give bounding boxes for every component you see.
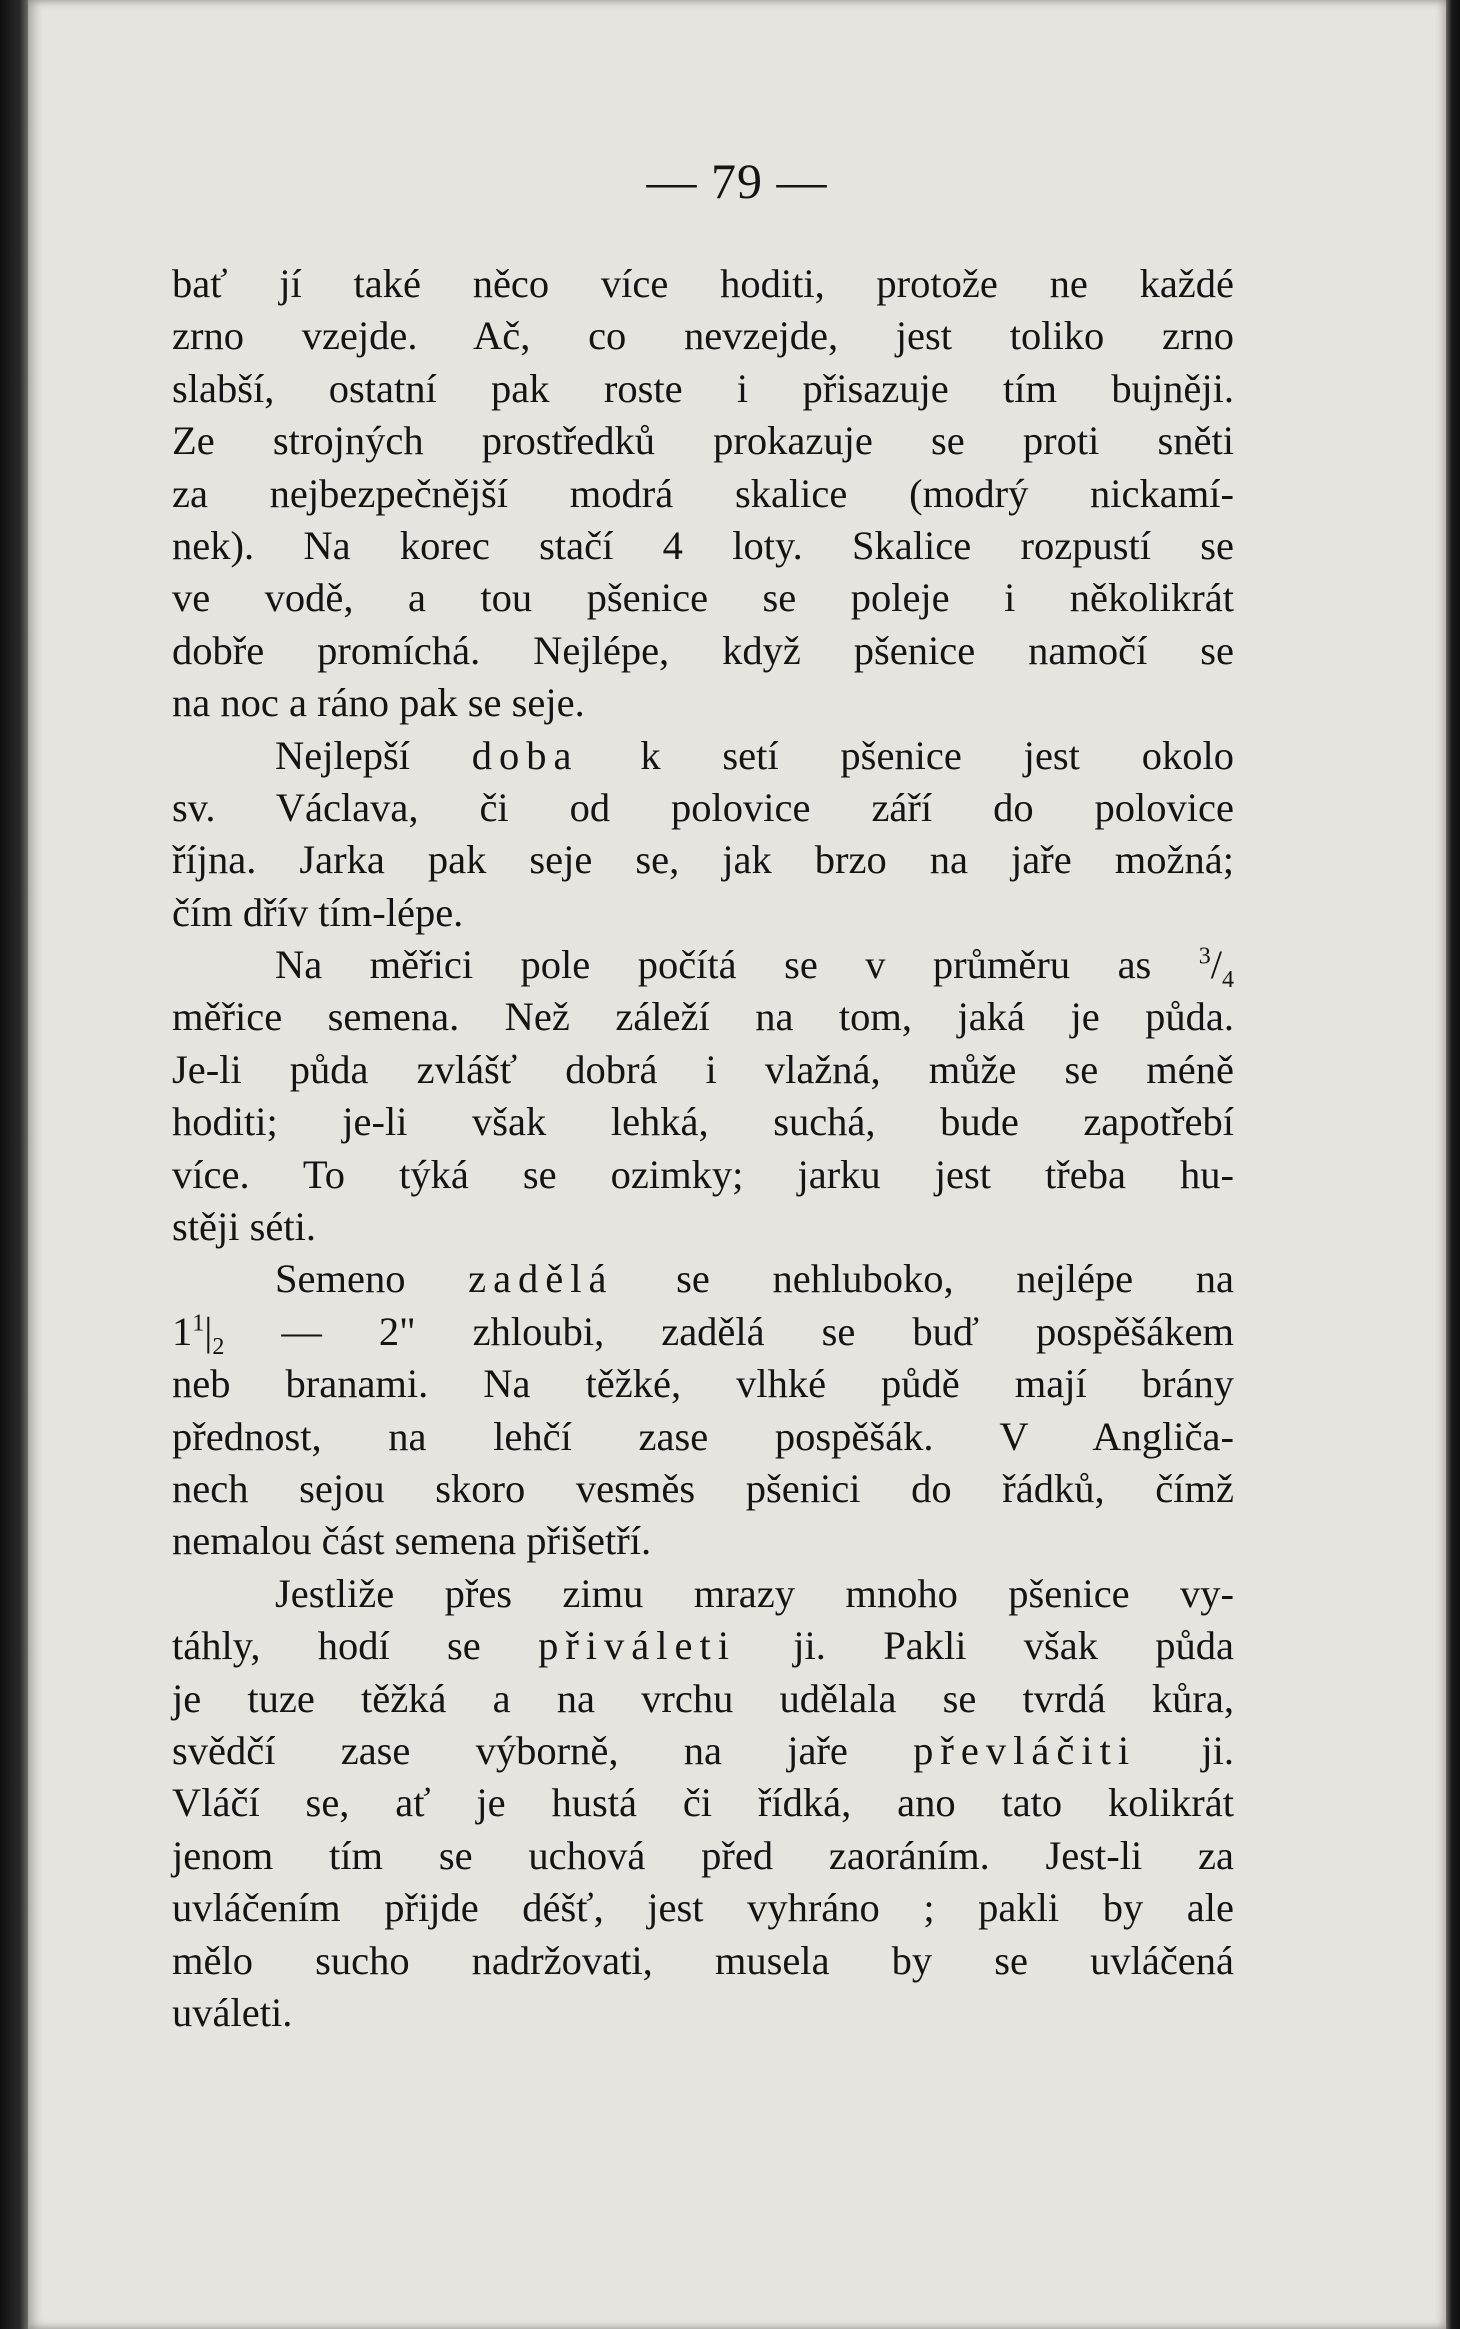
- text-segment: ve vodě, a tou pšenice se poleje i několikrát: [172, 575, 1234, 621]
- text-line: [172, 1620, 1234, 1672]
- text-segment: nech sejou skoro vesměs pšenici do řádků, čímž: [172, 1465, 1234, 1511]
- text-line: [172, 991, 1234, 1043]
- text-segment: měřice semena. Než záleží na tom, jaká je půda.: [172, 994, 1234, 1040]
- text-segment: Jestliže přes zimu mrazy mnoho pšenice vy-: [275, 1570, 1234, 1616]
- text-line: [172, 834, 1234, 886]
- text-segment: uváleti.: [172, 1989, 293, 2035]
- text-line: [172, 1673, 1234, 1725]
- text-line: [172, 1463, 1234, 1515]
- text-line: [172, 468, 1234, 520]
- text-line: [172, 1987, 1234, 2039]
- text-line: [172, 1044, 1234, 1096]
- text-segment: 4: [1222, 967, 1234, 994]
- text-segment: Semeno: [275, 1256, 469, 1302]
- text-line: [172, 1096, 1234, 1148]
- text-line: [172, 415, 1234, 467]
- text-segment: Ze strojných prostředků prokazuje se proti sněti: [172, 418, 1234, 464]
- text-line: [172, 572, 1234, 624]
- text-line: [172, 520, 1234, 572]
- text-line: [172, 1935, 1234, 1987]
- text-line: [172, 1725, 1234, 1777]
- text-segment: 1: [172, 1308, 193, 1354]
- text-segment: zrno vzejde. Ač, co nevzejde, jest toliko zrno: [172, 313, 1234, 359]
- text-segment: za nejbezpečnější modrá skalice (modrý nickamí-: [172, 470, 1234, 516]
- text-segment: přednost, na lehčí zase pospěšák. V Angliča-: [172, 1413, 1234, 1459]
- text-segment: nemalou část semena přišetří.: [172, 1518, 652, 1564]
- text-line: [172, 258, 1234, 310]
- text-segment: sv. Václava, či od polovice září do polovice: [172, 784, 1234, 830]
- text-segment: ji. Pakli však půda: [736, 1623, 1234, 1669]
- text-segment: Je-li půda zvlášť dobrá i vlažná, může se méně: [172, 1046, 1234, 1092]
- text-line: [172, 782, 1234, 834]
- text-line: [172, 625, 1234, 677]
- text-segment: Na měřici pole počítá se v průměru as: [275, 942, 1199, 988]
- text-segment: hoditi; je-li však lehká, suchá, bude zapotřebí: [172, 1099, 1234, 1145]
- text-line: [172, 1253, 1234, 1305]
- text-segment: neb branami. Na těžké, vlhké půdě mají brány: [172, 1361, 1234, 1407]
- text-segment: se nehluboko, nejlépe na: [613, 1256, 1235, 1302]
- text-segment: ji.: [1136, 1727, 1234, 1773]
- text-line: [172, 1830, 1234, 1882]
- spaced-emphasis: přiváleti: [538, 1623, 737, 1669]
- text-segment: 2: [212, 1333, 225, 1360]
- text-line: [172, 1777, 1234, 1829]
- text-line: [172, 1149, 1234, 1201]
- book-page: [28, 0, 1446, 2329]
- text-segment: nek). Na korec stačí 4 loty. Skalice rozpustí se: [172, 522, 1234, 568]
- text-segment: více. To týká se ozimky; jarku jest třeba hu-: [172, 1151, 1234, 1197]
- text-segment: čím dřív tím-lépe.: [172, 889, 464, 935]
- text-line: [172, 1358, 1234, 1410]
- spaced-emphasis: doba: [471, 732, 579, 778]
- text-segment: mělo sucho nadržovati, musela by se uvláčená: [172, 1937, 1234, 1983]
- text-segment: října. Jarka pak seje se, jak brzo na jaře možná;: [172, 837, 1234, 883]
- spaced-emphasis: zadělá: [468, 1256, 614, 1302]
- text-line: [172, 1306, 1234, 1358]
- text-segment: stěji séti.: [172, 1204, 316, 1250]
- left-scan-edge: [0, 0, 28, 2329]
- text-line: [172, 1515, 1234, 1567]
- text-segment: k setí pšenice jest okolo: [578, 732, 1234, 778]
- text-segment: jenom tím se uchová před zaoráním. Jest-li za: [172, 1832, 1234, 1878]
- text-line: [172, 887, 1234, 939]
- body-text: [172, 258, 1234, 2039]
- text-segment: |: [204, 1308, 213, 1354]
- text-line: [172, 310, 1234, 362]
- text-segment: — 2" zhloubi, zadělá se buď pospěšákem: [224, 1308, 1234, 1354]
- text-segment: Nejlepší: [275, 732, 472, 778]
- text-line: [172, 363, 1234, 415]
- text-line: [172, 1882, 1234, 1934]
- text-segment: na noc a ráno pak se seje.: [172, 680, 585, 726]
- text-segment: 3: [1198, 943, 1211, 970]
- text-line: [172, 677, 1234, 729]
- text-segment: /: [1210, 942, 1222, 988]
- text-segment: slabší, ostatní pak roste i přisazuje tím bujněji.: [172, 365, 1234, 411]
- text-segment: bať jí také něco více hoditi, protože ne každé: [172, 261, 1234, 306]
- page-number: — 79 —: [646, 153, 828, 209]
- text-line: [172, 1201, 1234, 1253]
- text-segment: uvláčením přijde déšť, jest vyhráno ; pakli by ale: [172, 1885, 1234, 1931]
- text-line: [172, 1411, 1234, 1463]
- spaced-emphasis: převláčiti: [913, 1727, 1137, 1773]
- text-segment: svědčí zase výborně, na jaře: [172, 1727, 914, 1773]
- text-segment: 1: [192, 1310, 205, 1337]
- text-line: [172, 939, 1234, 994]
- text-segment: táhly, hodí se: [172, 1623, 539, 1669]
- text-line: [172, 730, 1234, 782]
- text-segment: dobře promíchá. Nejlépe, když pšenice namočí se: [172, 627, 1234, 673]
- text-segment: je tuze těžká a na vrchu udělala se tvrdá kůra,: [172, 1675, 1234, 1721]
- right-scan-edge: [1446, 0, 1460, 2329]
- text-line: [172, 1568, 1234, 1620]
- text-segment: Vláčí se, ať je hustá či řídká, ano tato kolikrát: [172, 1780, 1234, 1826]
